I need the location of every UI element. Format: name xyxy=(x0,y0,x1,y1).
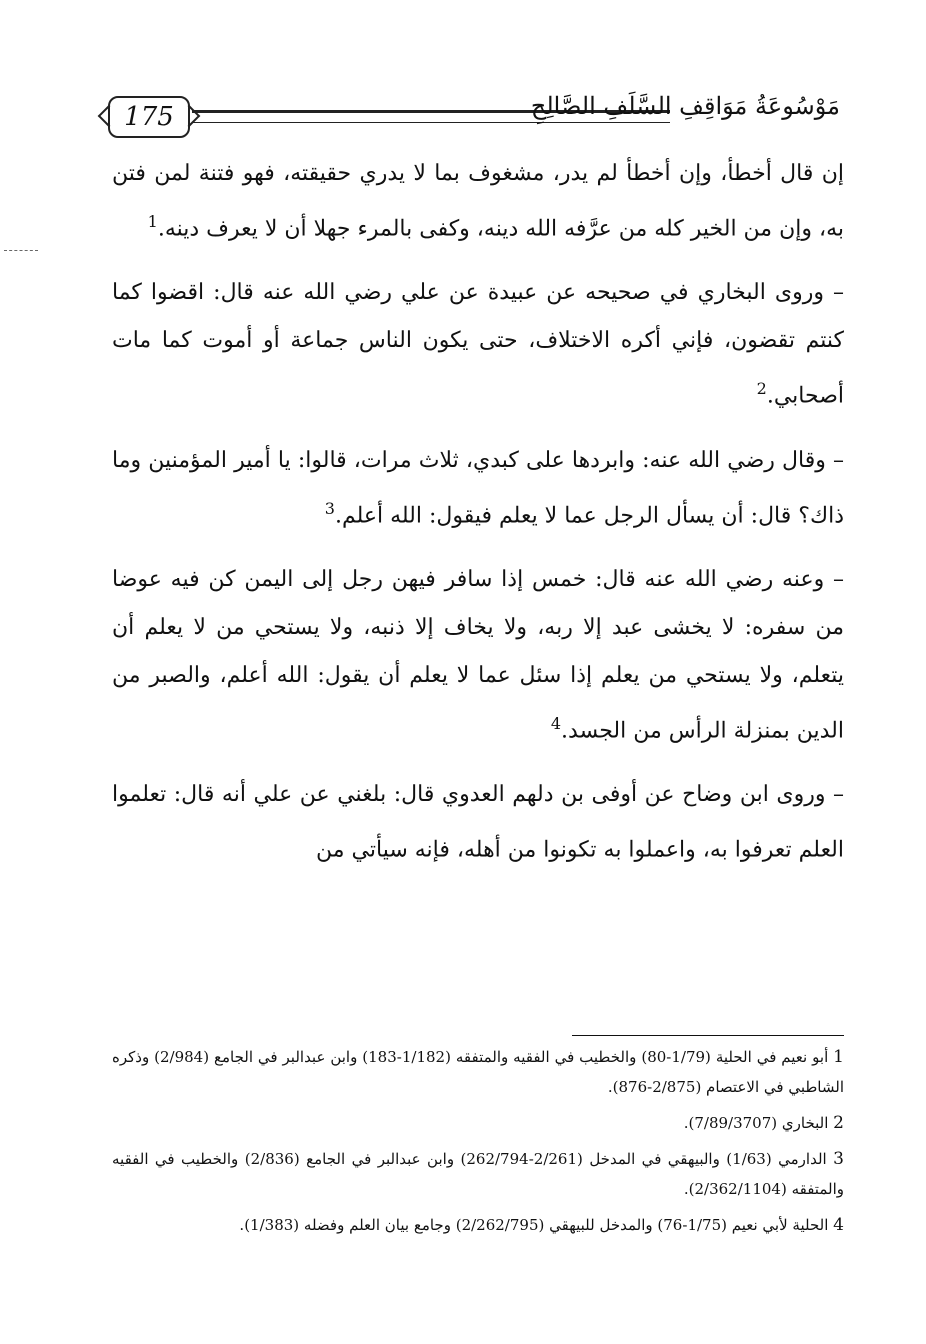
paragraph-text: – وروى ابن وضاح عن أوفى بن دلهم العدوي قال: بلغني عن علي أنه قال: تعلموا العلم تعرفوا به، واعملوا به تكونوا من أهله، فإنه سيأتي من xyxy=(112,782,844,863)
paragraph xyxy=(112,269,844,420)
footnotes xyxy=(112,1042,844,1246)
paragraph-text: إن قال أخطأ، وإن أخطأ لم يدر، مشغوف بما لا يدري حقيقته، فهو فتنة لمن فتن به، وإن من الخير كله من عرَّفه الله دينه، وكفى بالمرء جهلا أن لا يعرف دينه. xyxy=(112,161,844,242)
footnote-number: 2 xyxy=(833,1113,844,1133)
footnote-ref: 1 xyxy=(147,212,158,231)
footnote-ref: 3 xyxy=(324,498,335,518)
paragraph xyxy=(112,556,844,755)
paragraph-text: – وروى البخاري في صحيحه عن عبيدة عن علي رضي الله عنه قال: اقضوا كما كنتم تقضون، فإني أكره الاختلاف، حتى يكون الناس جماعة أو أموت كما مات أصحابي. xyxy=(112,280,844,409)
footnote-number: 4 xyxy=(833,1215,844,1235)
page-number-badge xyxy=(108,96,190,138)
footnote-number: 1 xyxy=(833,1047,844,1067)
footnote-separator xyxy=(572,1035,844,1036)
paragraph xyxy=(112,771,844,874)
paragraph-text: – وعنه رضي الله عنه قال: خمس إذا سافر فيهن رجل إلى اليمن كن فيه عوضا من سفره: لا يخشى عبد إلا ربه، ولا يخاف إلا ذنبه، ولا يستحي من لا يعلم أن يتعلم، ولا يستحي من يعلم إذا سئل عما لا يعلم أن يقول: الله أعلم، والصبر من الدين بمنزلة الرأس من الجسد. xyxy=(112,566,844,744)
footnote xyxy=(112,1144,844,1204)
footnote-text: البخاري (7/89/3707). xyxy=(683,1114,829,1132)
page-number: 175 xyxy=(124,102,174,132)
footnote-ref: 4 xyxy=(550,713,562,733)
paragraph xyxy=(112,150,844,253)
footnote-number: 3 xyxy=(833,1149,844,1169)
footnote-ref: 2 xyxy=(756,379,767,399)
footnote-text: أبو نعيم في الحلية (1/79-80) والخطيب في الفقيه والمتفقه (1/182-183) وابن عبدالبر في الجامع (2/984) وذكره الشاطبي في الاعتصام (2/875-876). xyxy=(112,1048,844,1096)
footnote-text: الدارمي (1/63) والبيهقي في المدخل (2/261-262/794) وابن عبدالبر في الجامع (2/836) والخطيب في الفقيه والمتفقه (2/362/1104). xyxy=(112,1150,844,1198)
running-title: مَوْسُوعَةُ مَوَاقِفِ السَّلَفِ الصَّالِحِ xyxy=(530,92,840,120)
margin-scan-marks xyxy=(4,250,38,291)
footnote xyxy=(112,1210,844,1240)
paragraph xyxy=(112,437,844,540)
page-header xyxy=(100,92,840,142)
body-text xyxy=(112,150,844,891)
paragraph-text: – وقال رضي الله عنه: وابردها على كبدي، ثلاث مرات، قالوا: يا أمير المؤمنين وما ذاك؟ قال: أن يسأل الرجل عما لا يعلم فيقول: الله أعلم. xyxy=(112,447,844,528)
footnote xyxy=(112,1108,844,1138)
footnote xyxy=(112,1042,844,1102)
footnote-text: الحلية لأبي نعيم (1/75-76) والمدخل للبيهقي (2/262/795) وجامع بيان العلم وفضله (1/383). xyxy=(239,1216,829,1234)
